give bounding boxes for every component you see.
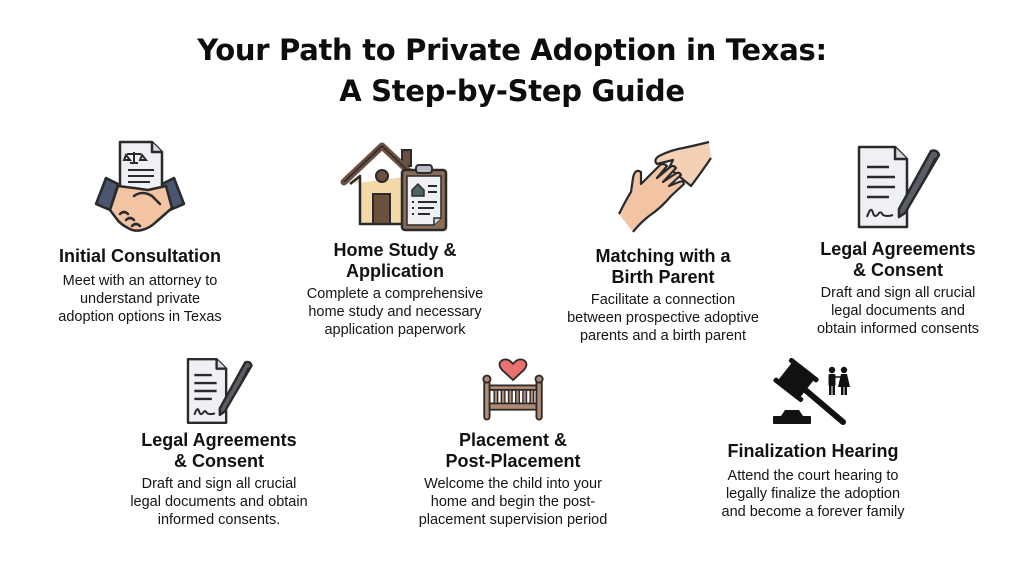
step-description: Complete a comprehensive home study and necessary application paperwork [306,286,484,338]
signed-document-pen-icon [853,143,943,233]
step-description: Meet with an attorney to understand private adoption options in Texas [58,273,222,325]
step-legal-agreements-top [783,143,1013,338]
crib-heart-icon [477,356,549,422]
step-matching [548,138,778,345]
signed-document-pen-icon [183,356,255,426]
step-placement [398,356,628,529]
step-home-study [280,140,510,339]
handshake-document-icon [90,138,190,238]
step-heading: Matching with a Birth Parent [595,246,731,287]
step-heading: Legal Agreements & Consent [141,430,297,471]
step-description: Draft and sign all crucial legal documents and obtain informed consents [816,285,979,337]
step-heading: Finalization Hearing [727,441,899,461]
step-description: Welcome the child into your home and begin the post- placement supervision period [418,476,608,528]
step-description: Attend the court hearing to legally finalize the adoption and become a forever family [721,468,905,520]
step-description: Facilitate a connection between prospective adoptive parents and a birth parent [567,292,759,344]
house-clipboard-icon [340,140,450,240]
title-line-2: A Step-by-Step Guide [339,74,685,108]
step-legal-agreements-bottom [104,356,334,529]
step-heading: Initial Consultation [59,246,221,266]
step-heading: Legal Agreements & Consent [820,239,976,280]
step-finalization [698,358,928,521]
gavel-family-icon [767,358,859,428]
step-initial-consultation [30,138,250,326]
title-line-1: Your Path to Private Adoption in Texas: [197,33,827,67]
reaching-hands-icon [613,138,713,238]
step-description: Draft and sign all crucial legal documents and obtain informed consents. [130,476,308,528]
step-heading: Placement & Post-Placement [445,430,581,471]
step-heading: Home Study & Application [333,240,457,281]
page-title [0,30,1024,112]
